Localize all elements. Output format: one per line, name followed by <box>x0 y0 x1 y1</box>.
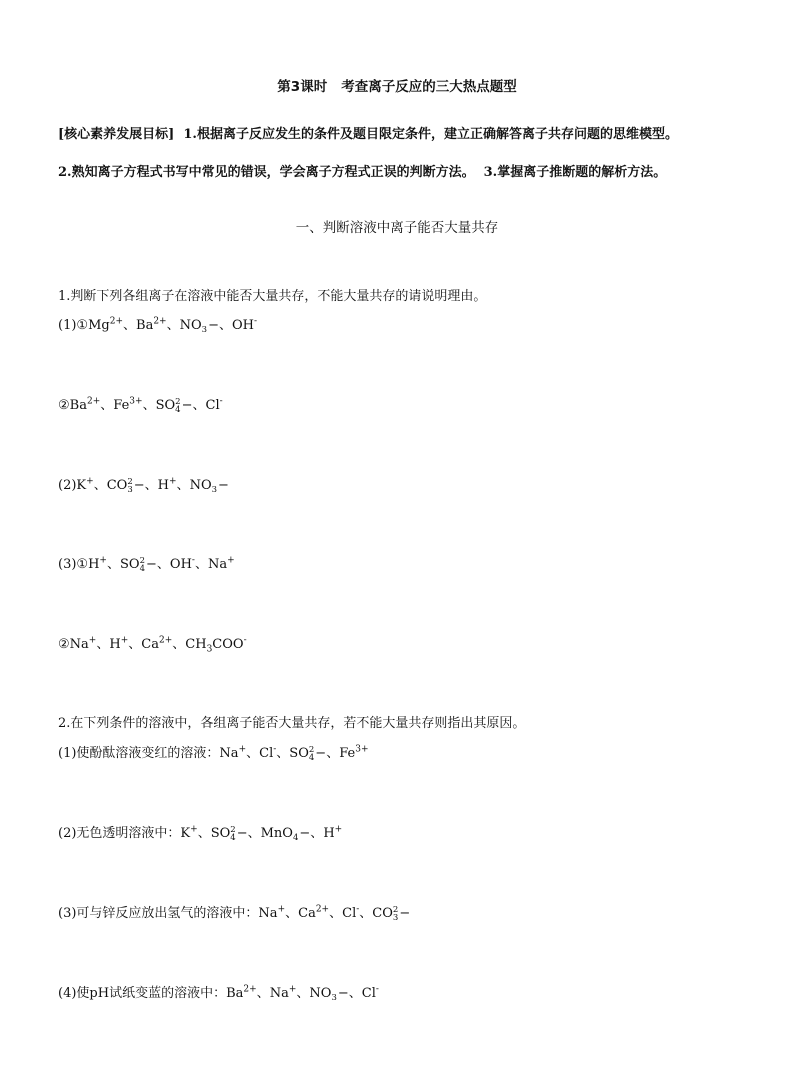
lesson-number: 第3课时 <box>277 79 328 95</box>
q2-case-4: (4)使pH试纸变蓝的溶液中：$Ba^{2+}$、Na+、NO 3 −、Cl- <box>58 984 379 1003</box>
lesson-topic: 考查离子反应的三大热点题型 <box>341 79 517 95</box>
q1-part-3a: (3)①H+、SO 2 4 −、OH-、Na+ <box>58 555 235 574</box>
q1-part-3b: ②Na+、H+、$Ca^{2+}$、$CH_3COO^-$ <box>58 635 247 655</box>
goal-3: 3.掌握离子推断题的解析方法。 <box>483 165 667 180</box>
q2-case-2: (2)无色透明溶液中：K+、SO 2 4 −、MnO 4 −、H+ <box>58 824 343 843</box>
q1-part-2: (2)K+、CO 2 3 −、H+、NO 3 − <box>58 476 229 495</box>
q1-part-1a: $(1)①Mg^{2+}$、$Ba^{2+}$、NO 3 −、OH- <box>58 316 258 335</box>
q2-stem: 2.在下列条件的溶液中，各组离子能否大量共存，若不能大量共存则指出其原因。 <box>58 716 526 731</box>
goals-label: [核心素养发展目标] <box>58 127 175 142</box>
goals-line-2 <box>58 164 666 182</box>
section-title: 一、判断溶液中离子能否大量共存 <box>295 220 499 236</box>
page-title <box>0 75 794 95</box>
goal-1: 1.根据离子反应发生的条件及题目限定条件，建立正确解答离子共存问题的思维模型。 <box>183 127 678 142</box>
goal-2: 2.熟知离子方程式书写中常见的错误，学会离子方程式正误的判断方法。 <box>58 165 475 180</box>
q2-case-1: (1)使酚酞溶液变红的溶液：Na+、Cl-、SO 2 4 −、$Fe^{3+}$ <box>58 744 369 763</box>
q1-stem: 1.判断下列各组离子在溶液中能否大量共存，不能大量共存的请说明理由。 <box>58 289 487 304</box>
q1-part-1b: $②Ba^{2+}$、$Fe^{3+}$、SO 2 4 −、Cl- <box>58 396 223 415</box>
goals-line-1 <box>58 126 678 144</box>
q2-case-3: (3)可与锌反应放出氢气的溶液中：Na+、$Ca^{2+}$、Cl-、CO 2 3 − <box>58 904 411 923</box>
